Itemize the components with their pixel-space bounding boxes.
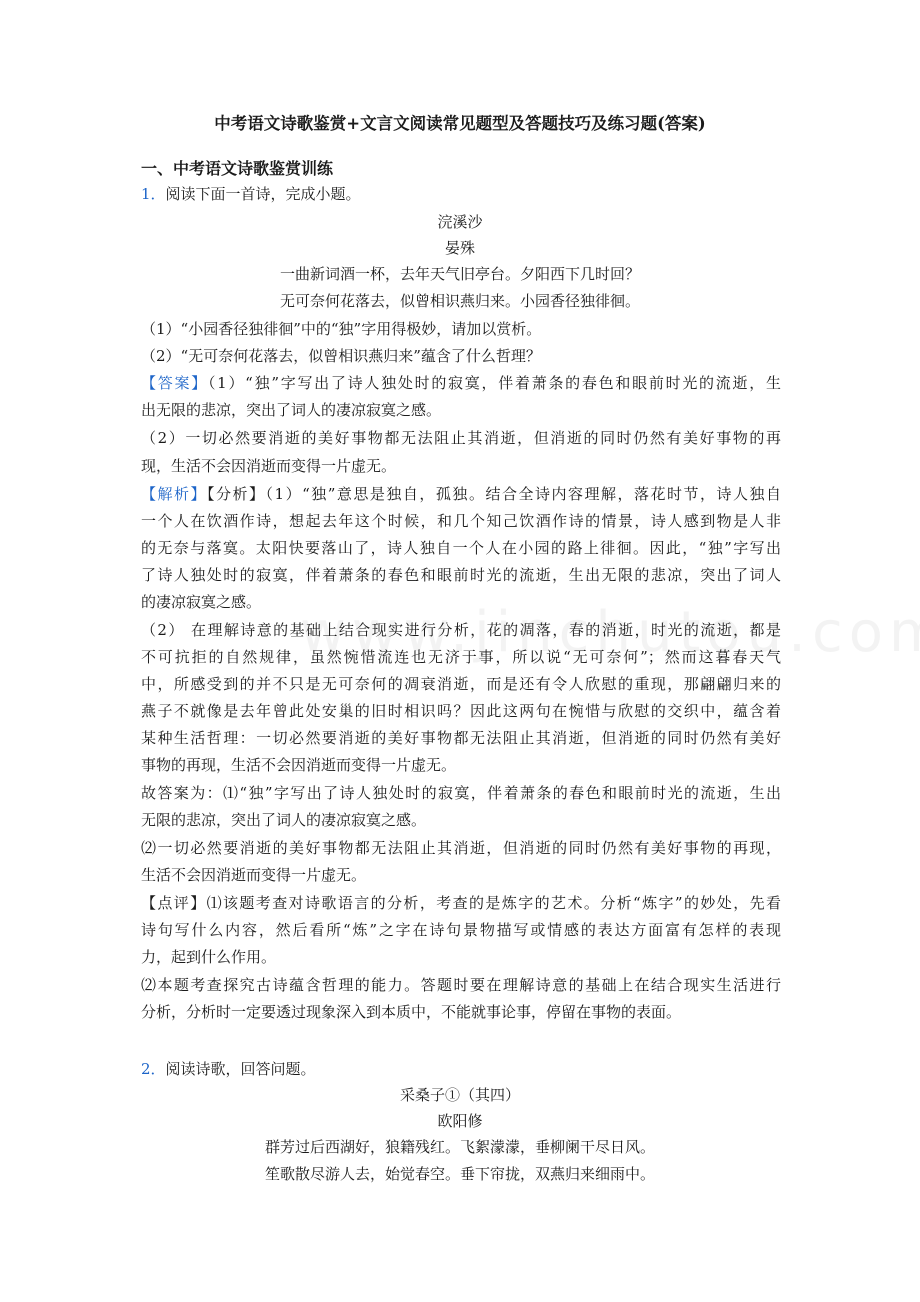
analysis-line: 【解析】【分析】（1）“独”意思是独自，孤独。结合全诗内容理解，落花时节，诗人独自 <box>141 485 781 503</box>
analysis-line: （2） 在理解诗意的基础上结合现实进行分析，花的凋落，春的消逝，时光的流逝，都是 <box>141 621 781 639</box>
sub-question-2: （2）“无可奈何花落去，似曾相识燕归来”蕴含了什么哲理？ <box>141 347 541 365</box>
analysis-line: 事物的再现，生活不会因消逝而变得一片虚无。 <box>141 756 457 774</box>
poem-line: 一曲新词酒一杯，去年天气旧亭台。夕阳西下几时回？ <box>279 265 640 283</box>
poem-line: 无可奈何花落去，似曾相识燕归来。小园香径独徘徊。 <box>279 292 640 310</box>
comment-line: 【点评】⑴该题考查对诗歌语言的分析，考查的是炼字的艺术。分析“炼字”的妙处，先看 <box>141 894 781 912</box>
final-answer-line: 无限的悲凉，突出了词人的凄凉寂寞之感。 <box>141 811 427 829</box>
final-answer-line: ⑵一切必然要消逝的美好事物都无法阻止其消逝，但消逝的同时仍然有美好事物的再现， <box>141 839 781 857</box>
question-2-prompt: 2．阅读诗歌，回答问题。 <box>141 1060 316 1078</box>
poem-title: 采桑子①（其四） <box>399 1086 520 1104</box>
answer-line: 【答案】（1）“独”字写出了诗人独处时的寂寞，伴着萧条的春色和眼前时光的流逝，生 <box>141 374 781 392</box>
answer-line: 现，生活不会因消逝而变得一片虚无。 <box>141 457 397 475</box>
analysis-line: 中，所感受到的并不只是无可奈何的凋衰消逝，而是还有令人欣慰的重现，那翩翩归来的 <box>141 675 781 693</box>
comment-line: 力，起到什么作用。 <box>141 948 277 966</box>
analysis-line: 的凄凉寂寞之感。 <box>141 593 262 611</box>
poem-line: 笙歌散尽游人去，始觉春空。垂下帘拢，双燕归来细雨中。 <box>264 1165 655 1183</box>
poem-author: 晏殊 <box>444 239 475 257</box>
section-heading: 一、中考语文诗歌鉴赏训练 <box>141 159 334 178</box>
analysis-line: 不可抗拒的自然规律，虽然惋惜流连也无济于事，所以说“无可奈何”；然而这暮春天气 <box>141 648 781 666</box>
poem-title: 浣溪沙 <box>437 213 483 231</box>
comment-line: 诗句写什么内容，然后看所“炼”之字在诗句景物描写或情感的表达方面富有怎样的表现 <box>141 921 781 939</box>
answer-line: （2）一切必然要消逝的美好事物都无法阻止其消逝，但消逝的同时仍然有美好事物的再 <box>141 429 781 447</box>
sub-question-1: （1）“小园香径独徘徊”中的“独”字用得极妙，请加以赏析。 <box>141 320 542 338</box>
question-number: 1． <box>141 185 166 203</box>
final-answer-line: 故答案为：⑴“独”字写出了诗人独处时的寂寞，伴着萧条的春色和眼前时光的流逝，生出 <box>141 784 781 802</box>
poem-author: 欧阳修 <box>437 1112 483 1130</box>
analysis-tag: 【解析】 <box>141 485 208 503</box>
analysis-line: 的无奈与落寞。太阳快要落山了，诗人独自一个人在小园的路上徘徊。因此，“独”字写出 <box>141 539 781 557</box>
poem-line: 群芳过后西湖好，狼籍残红。飞絮濛濛，垂柳阑干尽日风。 <box>264 1138 655 1156</box>
analysis-line: 了诗人独处时的寂寞，伴着萧条的春色和眼前时光的流逝，生出无限的悲凉，突出了词人 <box>141 566 781 584</box>
final-answer-line: 生活不会因消逝而变得一片虚无。 <box>141 866 367 884</box>
analysis-line: 某种生活哲理：一切必然要消逝的美好事物都无法阻止其消逝，但消逝的同时仍然有美好 <box>141 729 781 747</box>
comment-line: 分析，分析时一定要透过现象深入到本质中，不能就事论事，停留在事物的表面。 <box>141 1003 682 1021</box>
answer-tag: 【答案】 <box>141 374 208 392</box>
answer-line: 出无限的悲凉，突出了词人的凄凉寂寞之感。 <box>141 401 442 419</box>
document-title: 中考语文诗歌鉴赏+文言文阅读常见题型及答题技巧及练习题(答案) <box>214 114 706 133</box>
analysis-line: 燕子不就像是去年曾此处安巢的旧时相识吗？因此这两句在惋惜与欣慰的交织中，蕴含着 <box>141 702 781 720</box>
question-number: 2． <box>141 1060 166 1078</box>
comment-line: ⑵本题考查探究古诗蕴含哲理的能力。答题时要在理解诗意的基础上在结合现实生活进行 <box>141 976 781 994</box>
question-1-prompt: 1．阅读下面一首诗，完成小题。 <box>141 185 361 203</box>
analysis-line: 一个人在饮酒作诗，想起去年这个时候，和几个知己饮酒作诗的情景，诗人感到物是人非 <box>141 512 781 530</box>
